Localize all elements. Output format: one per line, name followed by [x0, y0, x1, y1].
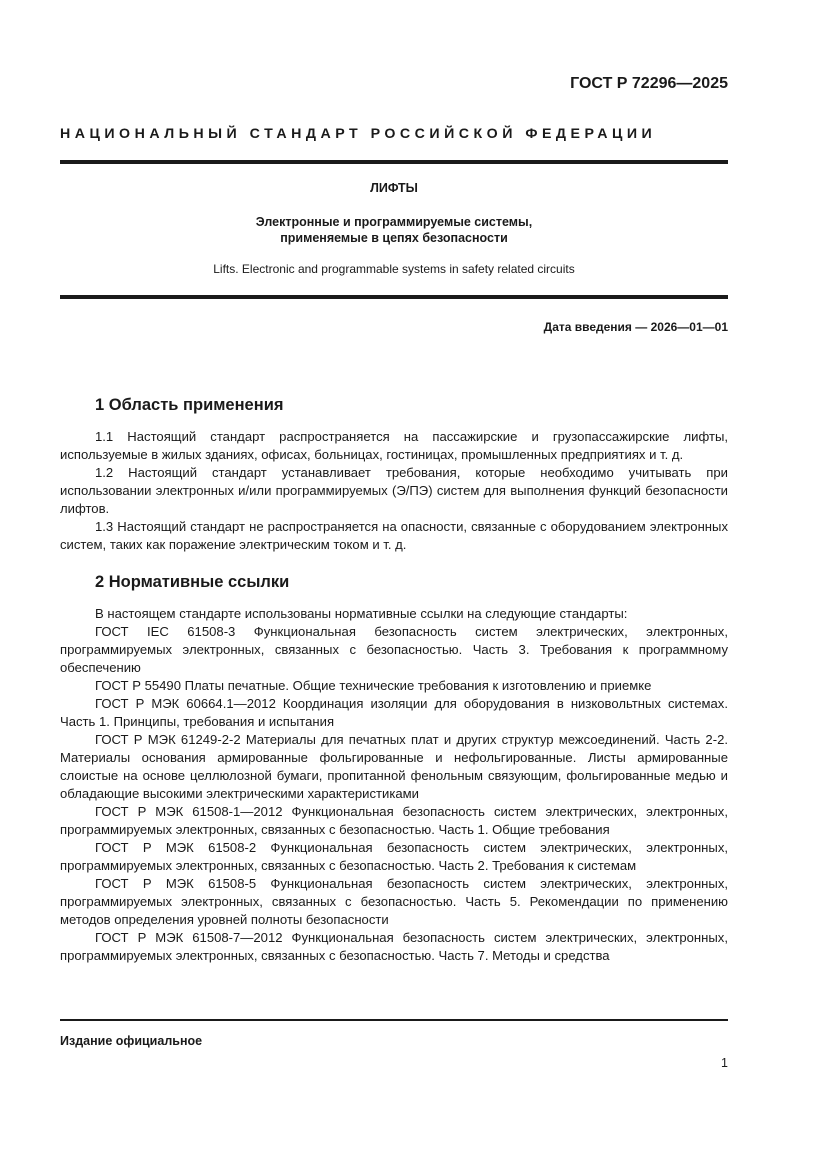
introduction-date: Дата введения — 2026—01—01	[543, 320, 728, 334]
section-body-scope	[60, 428, 728, 554]
reference-item: ГОСТ Р МЭК 61249-2-2 Материалы для печатных плат и других структур межсоединений. Часть 2-2. Материалы основания армированные фольгированные и нефольгированные. Листы армированные слоистые на основе целлюлозной бумаги, пропитанной фенольным связующим, фольгированные медью и обладающие высокими электрическими характеристиками	[60, 732, 728, 801]
page-number: 1	[721, 1056, 728, 1070]
paragraph: 1.1 Настоящий стандарт распространяется на пассажирские и грузопассажирские лифты, используемые в жилых зданиях, офисах, больницах, гостиницах, промышленных предприятиях и т. д.	[60, 429, 728, 462]
english-title: Lifts. Electronic and programmable systems in safety related circuits	[213, 262, 575, 276]
section-heading-scope: 1 Область применения	[95, 396, 284, 414]
document-title: ЛИФТЫ	[370, 181, 418, 195]
gost-number: ГОСТ Р 72296—2025	[570, 75, 728, 92]
paragraph: 1.2 Настоящий стандарт устанавливает требования, которые необходимо учитывать при использовании электронных и/или программируемых (Э/ПЭ) систем для выполнения функций безопасности лифтов.	[60, 465, 728, 516]
title-divider	[60, 295, 728, 299]
reference-item: ГОСТ Р МЭК 61508-2 Функциональная безопасность систем электрических, электронных, программируемых электронных, связанных с безопасностью. Часть 2. Требования к системам	[60, 840, 728, 873]
reference-item: ГОСТ Р МЭК 61508-7—2012 Функциональная безопасность систем электрических, электронных, программируемых электронных, связанных с безопасностью. Часть 7. Методы и средства	[60, 930, 728, 963]
reference-item: ГОСТ Р 55490 Платы печатные. Общие технические требования к изготовлению и приемке	[95, 678, 652, 693]
national-standard-heading: НАЦИОНАЛЬНЫЙ СТАНДАРТ РОССИЙСКОЙ ФЕДЕРАЦИИ	[60, 126, 657, 142]
subtitle-line-2: применяемые в цепях безопасности	[280, 231, 508, 245]
document-subtitle	[60, 214, 728, 246]
paragraph: 1.3 Настоящий стандарт не распространяется на опасности, связанные с оборудованием электронных систем, таких как поражение электрическим током и т. д.	[60, 519, 728, 552]
section-body-references	[60, 605, 728, 965]
reference-item: ГОСТ IEC 61508-3 Функциональная безопасность систем электрических, электронных, программируемых электронных, связанных с безопасностью. Часть 3. Требования к программному обеспечению	[60, 624, 728, 675]
footer-divider	[60, 1019, 728, 1021]
edition-label: Издание официальное	[60, 1034, 203, 1048]
paragraph: В настоящем стандарте использованы нормативные ссылки на следующие стандарты:	[95, 606, 628, 621]
subtitle-line-1: Электронные и программируемые системы,	[255, 215, 533, 229]
reference-item: ГОСТ Р МЭК 61508-5 Функциональная безопасность систем электрических, электронных, программируемых электронных, связанных с безопасностью. Часть 5. Рекомендации по применению методов определения уровней полноты безопасности	[60, 876, 728, 927]
section-heading-references: 2 Нормативные ссылки	[95, 573, 290, 591]
reference-item: ГОСТ Р МЭК 61508-1—2012 Функциональная безопасность систем электрических, электронных, программируемых электронных, связанных с безопасностью. Часть 1. Общие требования	[60, 804, 728, 837]
reference-item: ГОСТ Р МЭК 60664.1—2012 Координация изоляции для оборудования в низковольтных системах. Часть 1. Принципы, требования и испытания	[60, 696, 728, 729]
header-divider	[60, 160, 728, 164]
